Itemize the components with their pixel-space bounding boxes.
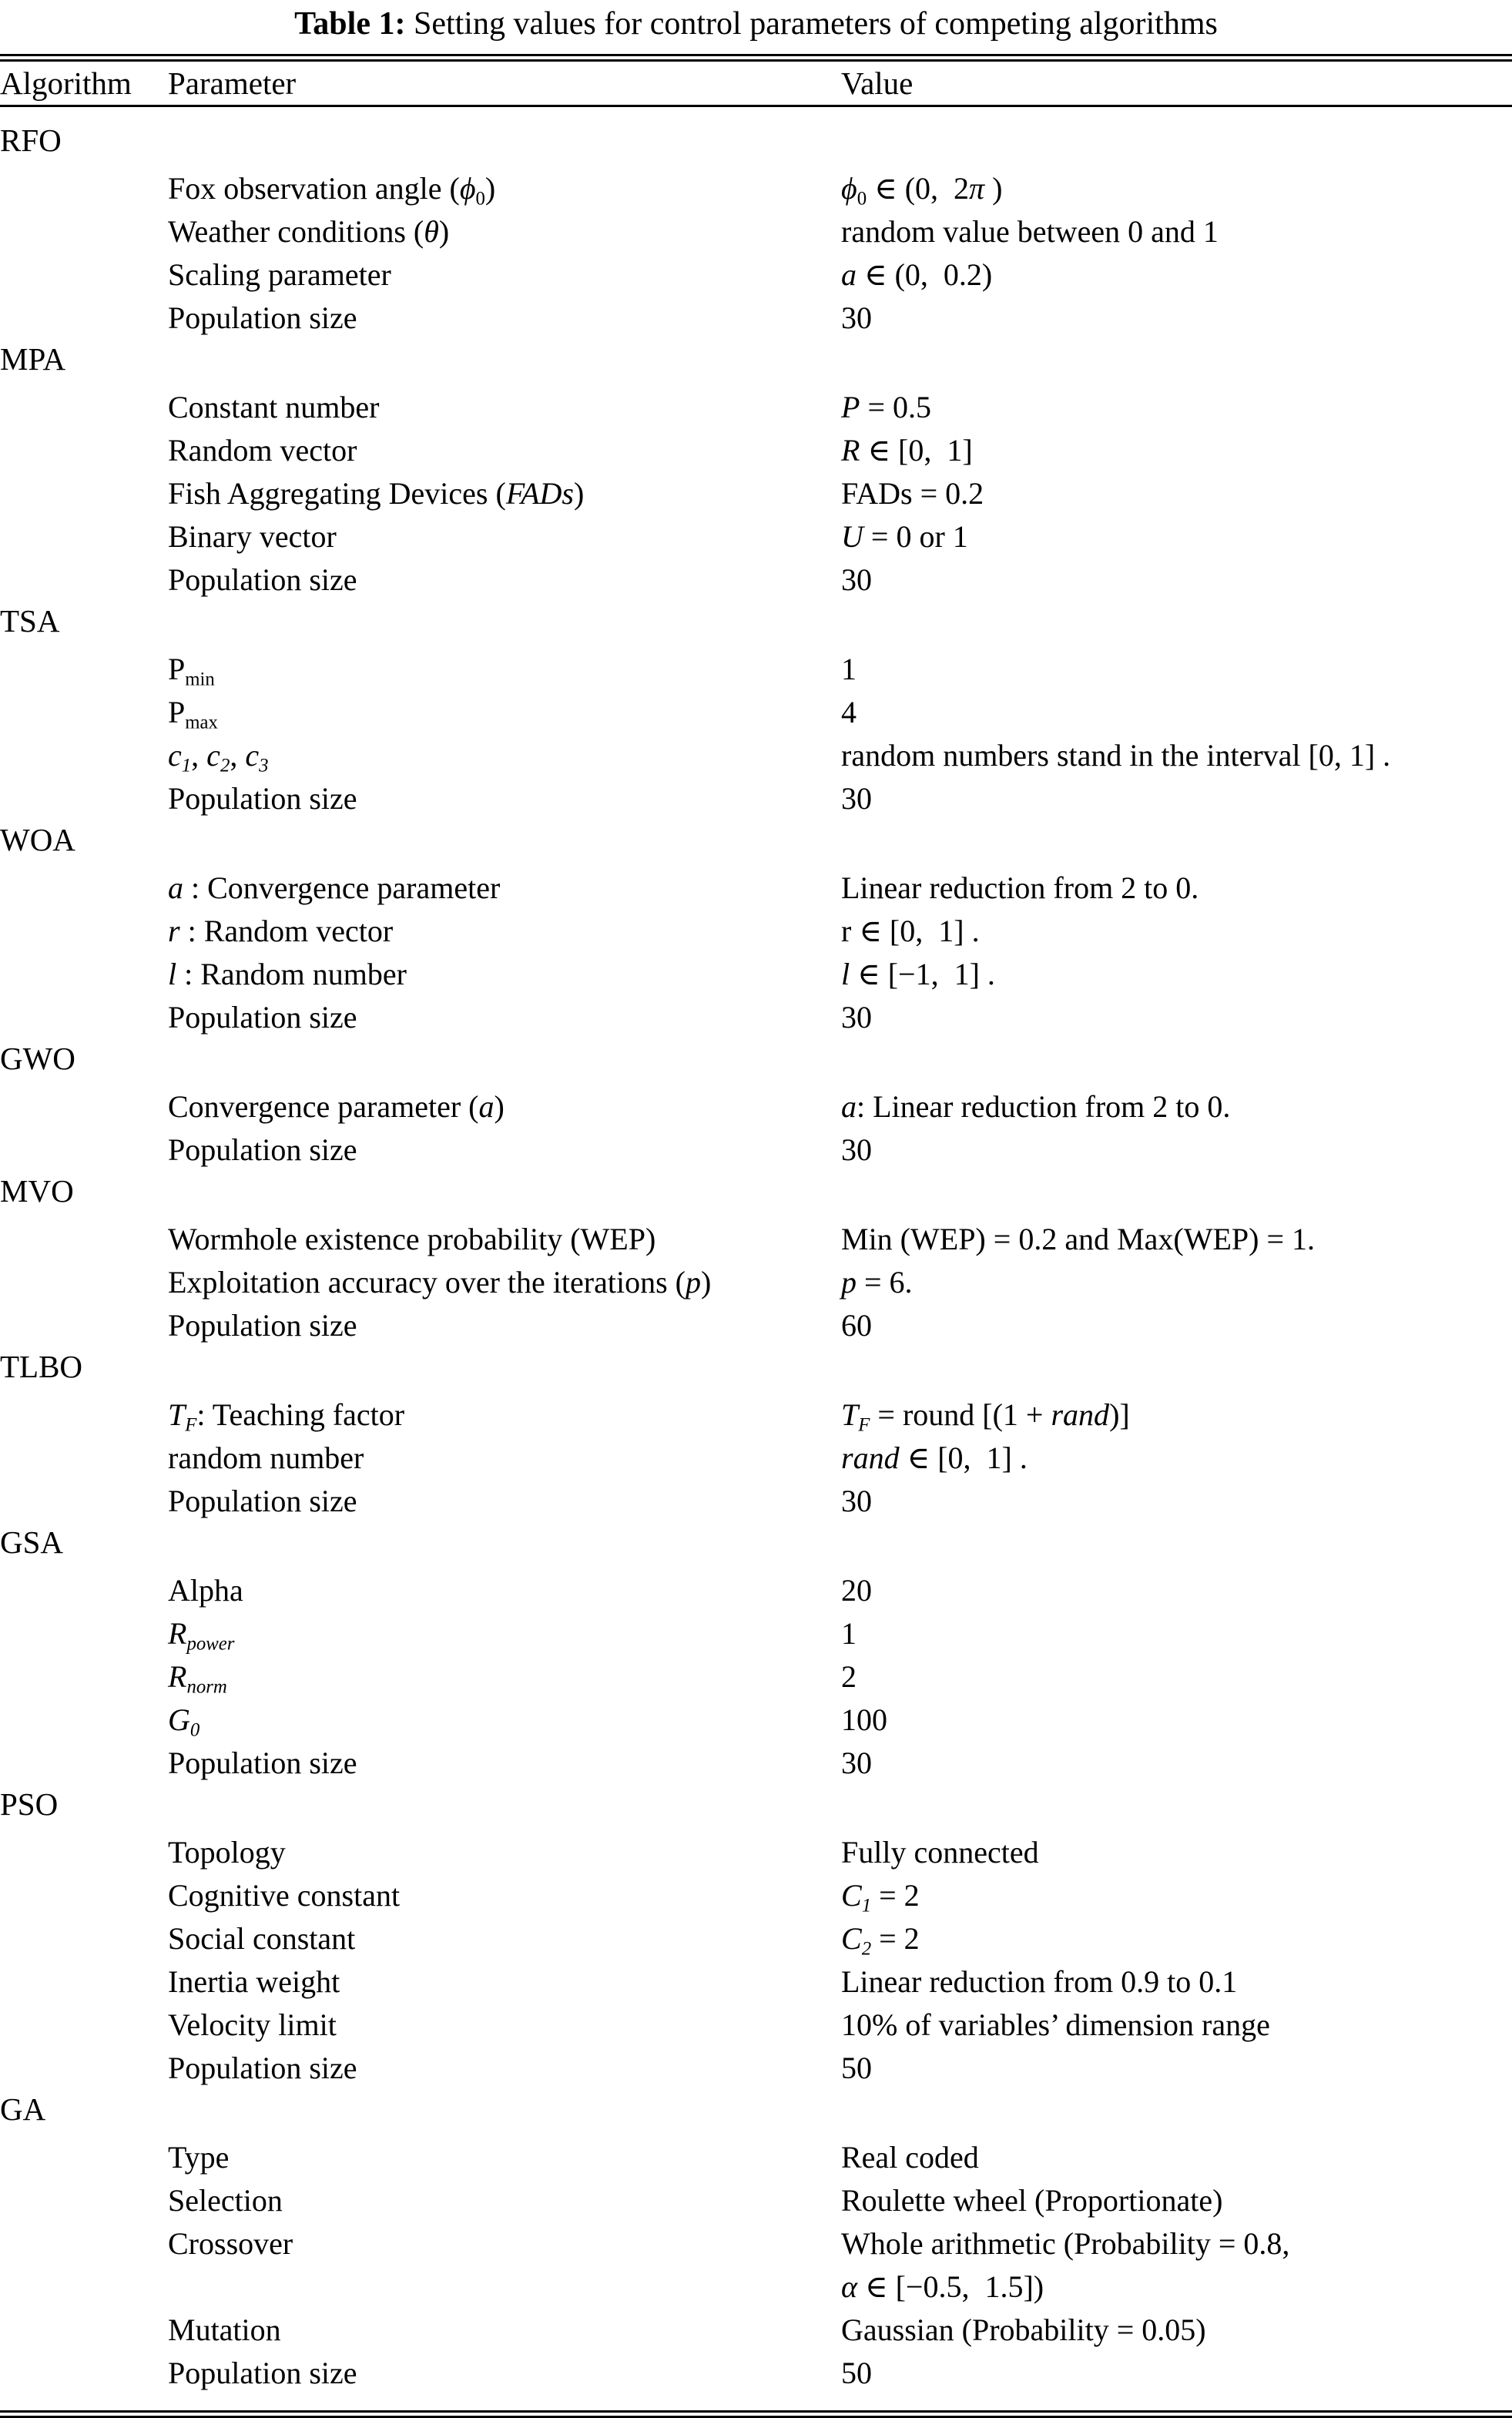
table-row <box>0 2222 1512 2309</box>
parameter-value: 1 <box>841 652 857 686</box>
parameter-value: 2 <box>841 1659 857 1694</box>
parameter-label: Random vector <box>168 433 357 468</box>
table-row <box>0 253 1512 297</box>
parameter-value: Linear reduction from 0.9 to 0.1 <box>841 1964 1238 1999</box>
algorithm-group-header <box>0 820 1512 859</box>
parameter-label: Population size <box>168 1132 357 1167</box>
parameter-label: random number <box>168 1440 364 1475</box>
column-header-value: Value <box>841 65 914 101</box>
column-header-algorithm: Algorithm <box>0 65 132 101</box>
algorithm-name: MVO <box>0 1173 74 1209</box>
parameter-label: Weather conditions (θ) <box>168 214 450 249</box>
table-row <box>0 1960 1512 2004</box>
parameter-value: a: Linear reduction from 2 to 0. <box>841 1089 1231 1124</box>
parameter-value: 60 <box>841 1308 872 1343</box>
parameter-value: random value between 0 and 1 <box>841 214 1219 249</box>
table-row <box>0 1129 1512 1172</box>
table-row <box>0 734 1512 777</box>
parameter-value: 10% of variables’ dimension range <box>841 2007 1270 2042</box>
parameter-value: FADs = 0.2 <box>841 476 984 511</box>
table-row <box>0 1569 1512 1612</box>
parameter-label: Population size <box>168 562 357 597</box>
algorithm-name: WOA <box>0 822 75 857</box>
parameter-value: 30 <box>841 300 872 335</box>
parameter-label: Population size <box>168 1484 357 1518</box>
parameter-value: $\phi_0$ ∈ (0, 2π ) <box>841 171 1003 210</box>
table-row <box>0 297 1512 340</box>
algorithm-group-header <box>0 1523 1512 1561</box>
parameter-value: 50 <box>841 2051 872 2085</box>
parameter-value: Linear reduction from 2 to 0. <box>841 870 1199 905</box>
table-row <box>0 2004 1512 2047</box>
algorithm-name: GWO <box>0 1041 75 1076</box>
table-row <box>0 691 1512 734</box>
parameter-label: Exploitation accuracy over the iterations (p) <box>168 1265 712 1300</box>
table-row <box>0 1393 1512 1437</box>
parameter-label: Inertia weight <box>168 1964 340 1999</box>
parameter-label: Fish Aggregating Devices (FADs) <box>168 476 585 511</box>
algorithm-group-header <box>0 1172 1512 1210</box>
table-row <box>0 1874 1512 1917</box>
parameter-label: Population size <box>168 2356 357 2390</box>
parameter-label: Fox observation angle $(\phi_0)$ <box>168 171 496 210</box>
table-caption <box>0 0 1512 44</box>
table-row <box>0 386 1512 429</box>
algorithm-group-header <box>0 1347 1512 1386</box>
algorithm-name: TSA <box>0 603 60 639</box>
parameter-value: Gaussian (Probability = 0.05) <box>841 2312 1206 2347</box>
parameter-label: $P_{max}$ <box>168 695 218 733</box>
table-row <box>0 515 1512 558</box>
parameter-label: Population size <box>168 1746 357 1780</box>
parameter-label: Scaling parameter <box>168 257 391 292</box>
parameter-label: Population size <box>168 1000 357 1035</box>
table-row <box>0 2136 1512 2179</box>
parameter-label: $R_{norm}$ <box>168 1659 227 1698</box>
parameter-label: Population size <box>168 300 357 335</box>
parameter-label: Velocity limit <box>168 2007 337 2042</box>
table-row <box>0 910 1512 953</box>
table-row <box>0 1655 1512 1699</box>
table-top-rule <box>0 54 1512 62</box>
table-row <box>0 1612 1512 1655</box>
algorithm-name: MPA <box>0 341 66 377</box>
table-row <box>0 648 1512 691</box>
parameters-table <box>0 62 1512 105</box>
parameter-value: 20 <box>841 1573 872 1608</box>
parameter-label: $c_1$, $c_2$, $c_3$ <box>168 738 269 776</box>
parameter-value: $C_2 = 2$ <box>841 1921 920 1960</box>
algorithm-group-header <box>0 602 1512 640</box>
parameter-value: Roulette wheel (Proportionate) <box>841 2183 1223 2218</box>
algorithm-name: PSO <box>0 1786 59 1822</box>
parameter-value: p = 6. <box>841 1265 913 1300</box>
parameter-label: Constant number <box>168 390 380 424</box>
table-header-row <box>0 62 1512 105</box>
table-row <box>0 2309 1512 2352</box>
parameter-value: 1 <box>841 1616 857 1651</box>
table-row <box>0 867 1512 910</box>
table-row <box>0 210 1512 253</box>
parameter-value: 50 <box>841 2356 872 2390</box>
parameter-value: 30 <box>841 1746 872 1780</box>
parameter-label: Topology <box>168 1835 286 1870</box>
algorithm-group-header <box>0 340 1512 378</box>
parameter-value: l ∈ [−1, 1] . <box>841 957 995 991</box>
table-row <box>0 1261 1512 1304</box>
table-row <box>0 558 1512 602</box>
parameter-value: Whole arithmetic (Probability = 0.8, α ∈ [−0.5, 1.5]) <box>841 2226 1290 2304</box>
algorithm-name: GA <box>0 2091 46 2127</box>
table-row <box>0 777 1512 820</box>
parameter-label: Crossover <box>168 2226 293 2261</box>
caption-text: Setting values for control parameters of competing algorithms <box>413 6 1218 42</box>
parameter-label: $G_0$ <box>168 1702 200 1741</box>
table-row <box>0 472 1512 515</box>
table-row <box>0 1480 1512 1523</box>
parameter-label: $P_{min}$ <box>168 652 215 690</box>
column-header-parameter: Parameter <box>168 65 297 101</box>
parameter-value: 100 <box>841 1702 887 1737</box>
table-row <box>0 953 1512 996</box>
table-row <box>0 996 1512 1039</box>
table-row <box>0 167 1512 210</box>
parameter-label: l : Random number <box>168 957 407 991</box>
algorithm-name: RFO <box>0 122 62 158</box>
parameter-label: Population size <box>168 1308 357 1343</box>
algorithm-group-header <box>0 2090 1512 2128</box>
parameter-value: 4 <box>841 695 857 729</box>
algorithm-group-header <box>0 1785 1512 1823</box>
parameter-value: a ∈ (0, 0.2) <box>841 257 993 292</box>
parameter-value: $C_1 = 2$ <box>841 1878 920 1917</box>
parameter-label: Alpha <box>168 1573 243 1608</box>
table-row <box>0 2047 1512 2090</box>
table-row <box>0 2179 1512 2222</box>
parameter-label: $T_F$: Teaching factor <box>168 1397 405 1436</box>
parameter-value: r ∈ [0, 1] . <box>841 914 980 948</box>
parameter-label: Binary vector <box>168 519 337 554</box>
table-row <box>0 429 1512 472</box>
parameter-value: 30 <box>841 1000 872 1035</box>
table-row <box>0 1742 1512 1785</box>
parameter-label: Type <box>168 2140 230 2175</box>
caption-label: Table 1: <box>294 6 406 42</box>
parameter-label: Mutation <box>168 2312 281 2347</box>
parameter-label: Cognitive constant <box>168 1878 401 1913</box>
parameter-label: Population size <box>168 781 357 816</box>
table-row <box>0 1437 1512 1480</box>
parameter-label: Wormhole existence probability (WEP) <box>168 1222 656 1256</box>
table-row <box>0 2352 1512 2395</box>
parameter-value: random numbers stand in the interval [0, 1] . <box>841 738 1391 773</box>
algorithm-name: GSA <box>0 1524 64 1560</box>
table-row <box>0 1699 1512 1742</box>
parameter-value: Fully connected <box>841 1835 1039 1870</box>
parameter-label: Population size <box>168 2051 357 2085</box>
table-row <box>0 1218 1512 1261</box>
table-row <box>0 1917 1512 1960</box>
table-row <box>0 1085 1512 1129</box>
parameter-value: Real coded <box>841 2140 979 2175</box>
parameter-value: rand ∈ [0, 1] . <box>841 1440 1028 1475</box>
parameters-table-body <box>0 107 1512 2395</box>
parameter-label: Social constant <box>168 1921 356 1956</box>
parameter-label: $R_{power}$ <box>168 1616 235 1655</box>
parameter-value: $T_F$ = round [(1 + rand)] <box>841 1397 1130 1436</box>
parameter-value: P = 0.5 <box>841 390 931 424</box>
parameter-label: r : Random vector <box>168 914 394 948</box>
algorithm-group-header <box>0 1039 1512 1078</box>
parameter-label: Convergence parameter (a) <box>168 1089 505 1124</box>
algorithm-name: TLBO <box>0 1349 83 1384</box>
parameter-label: Selection <box>168 2183 283 2218</box>
parameter-value: 30 <box>841 1132 872 1167</box>
table-row <box>0 1304 1512 1347</box>
table-bottom-rule <box>0 2410 1512 2418</box>
algorithm-group-header <box>0 107 1512 159</box>
parameter-label: a : Convergence parameter <box>168 870 501 905</box>
table-row <box>0 1831 1512 1874</box>
parameter-value: 30 <box>841 781 872 816</box>
parameter-value: R ∈ [0, 1] <box>841 433 973 468</box>
parameter-value: U = 0 or 1 <box>841 519 968 554</box>
parameter-value: 30 <box>841 1484 872 1518</box>
parameter-value: 30 <box>841 562 872 597</box>
parameter-value: Min (WEP) = 0.2 and Max(WEP) = 1. <box>841 1222 1316 1256</box>
